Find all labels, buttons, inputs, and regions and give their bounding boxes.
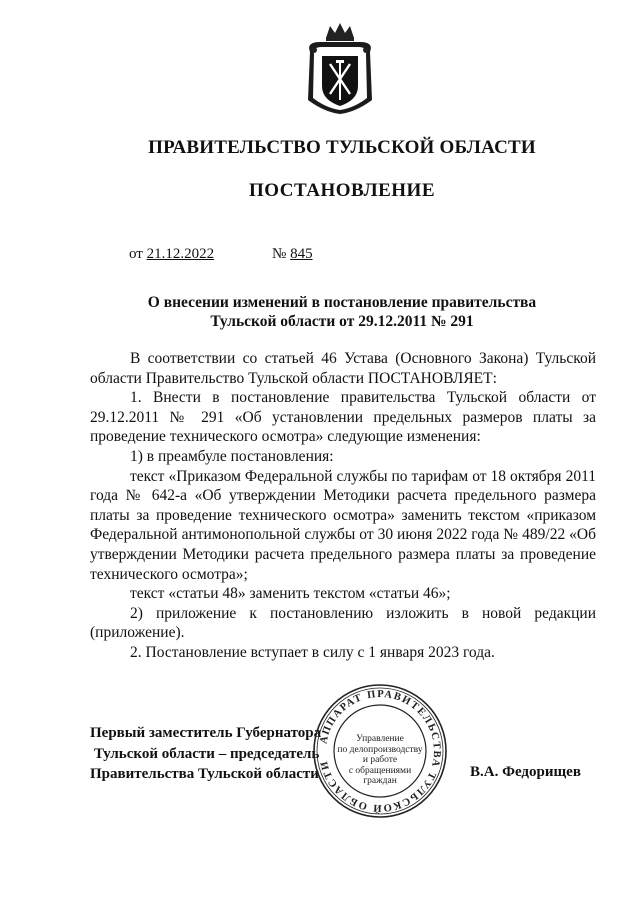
document-number [272,246,313,263]
body-paragraph-7: 2. Постановление вступает в силу с 1 января 2023 года. [130,643,495,661]
stamp-line-4: с обращениями [348,765,412,776]
subject-line-1: О внесении изменений в постановление правительства [147,294,537,311]
document-body [90,349,596,663]
subject-line-2: Тульской области от 29.12.2011 № 291 [210,313,474,330]
number-prefix: № [272,246,287,262]
number-value: 845 [290,246,313,262]
stamp-center-text [337,734,423,787]
organization-title: ПРАВИТЕЛЬСТВО ТУЛЬСКОЙ ОБЛАСТИ [148,137,536,158]
body-paragraph-4: текст «Приказом Федеральной службы по тарифам от 18 октября 2011 года № 642-а «Об утверждении Методики расчета предельного размера платы за проведение технического осмотра» заменить текстом «приказом Федеральной антимонопольной службы от 30 июня 2022 года № 489/22 «Об утверждении Методики расчета предельного размера платы за проведение технического осмотра»; [90,467,596,583]
body-paragraph-3: 1) в преамбуле постановления: [130,447,334,465]
body-paragraph-6: 2) приложение к постановлению изложить в новой редакции (приложение). [90,604,596,642]
signer-position-line-1: Первый заместитель Губернатора [90,725,322,741]
document-subject [100,293,584,331]
tula-coat-of-arms-icon [296,20,384,116]
body-paragraph-2: 1. Внести в постановление правительства Тульской области от 29.12.2011 № 291 «Об установлении предельных размеров платы за проведение технического осмотра» следующие изменения: [90,389,596,446]
stamp-ring-text: АППАРАТ ПРАВИТЕЛЬСТВА ТУЛЬСКОЙ ОБЛАСТИ [318,688,443,814]
signer-position-line-3: Правительства Тульской области [90,766,319,782]
date-value: 21.12.2022 [146,246,215,262]
stamp-line-5: граждан [363,776,397,786]
signer-position-line-2: Тульской области – председатель [94,745,320,762]
body-paragraph-1: В соответствии со статьей 46 Устава (Основного Закона) Тульской области Правительство Тульской области ПОСТАНОВЛЯЕТ: [90,350,596,387]
signer-name: В.А. Федорищев [470,764,581,780]
document-type: ПОСТАНОВЛЕНИЕ [248,180,436,201]
date-prefix: от [129,246,143,262]
stamp-line-1: Управление [356,734,404,744]
body-paragraph-5: текст «статьи 48» заменить текстом «статьи 46»; [130,585,451,603]
stamp-line-2: по делопроизводству [337,744,423,755]
signer-position [90,723,321,785]
stamp-line-3: и работе [362,755,398,765]
document-date [129,246,214,263]
